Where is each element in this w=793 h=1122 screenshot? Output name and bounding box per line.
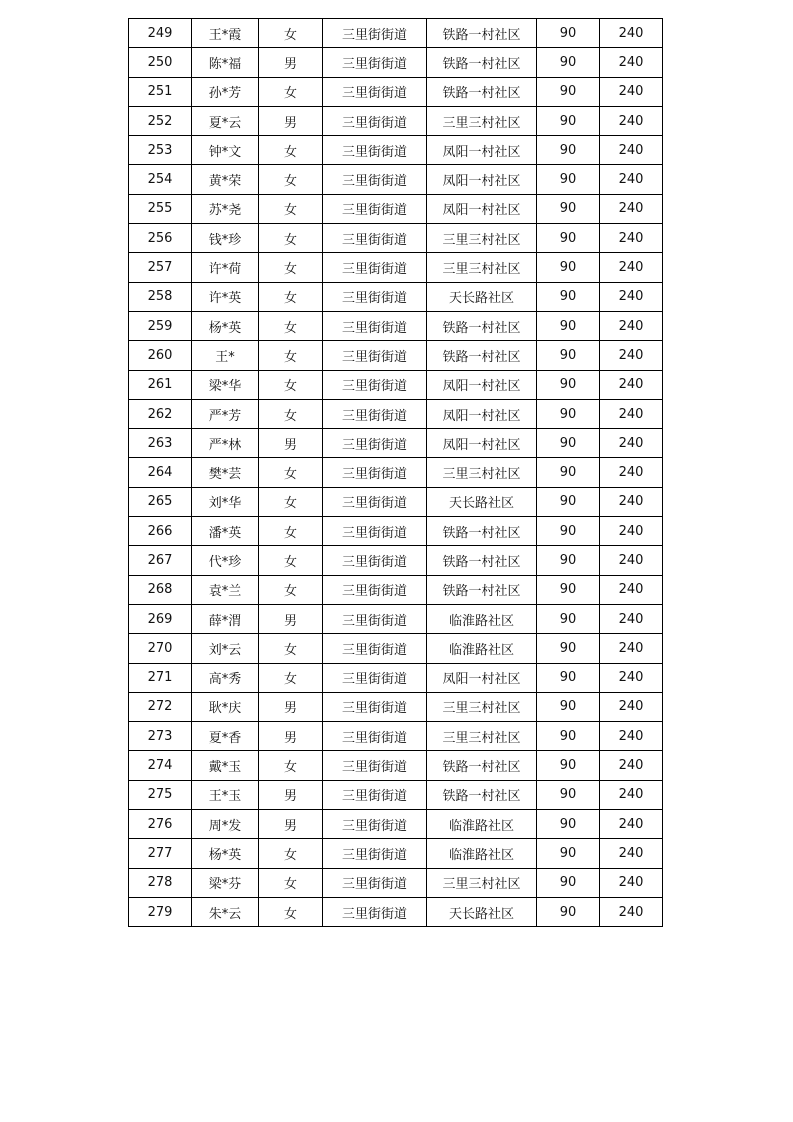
community-cell: 凤阳一村社区 — [427, 136, 537, 165]
street-cell: 三里街街道 — [323, 751, 427, 780]
table-row — [129, 136, 663, 165]
amount-cell: 240 — [600, 575, 663, 604]
amount-cell: 240 — [600, 897, 663, 926]
serial-number-cell: 253 — [129, 136, 192, 165]
serial-number-cell: 259 — [129, 311, 192, 340]
gender-cell: 女 — [259, 341, 323, 370]
street-cell: 三里街街道 — [323, 575, 427, 604]
community-cell: 临淮路社区 — [427, 604, 537, 633]
gender-cell: 男 — [259, 722, 323, 751]
table-row — [129, 722, 663, 751]
street-cell: 三里街街道 — [323, 370, 427, 399]
name-cell: 王*霞 — [192, 19, 259, 48]
roster-table — [128, 18, 663, 927]
street-cell: 三里街街道 — [323, 19, 427, 48]
name-cell: 樊*芸 — [192, 458, 259, 487]
age-cell: 90 — [537, 224, 600, 253]
gender-cell: 男 — [259, 604, 323, 633]
age-cell: 90 — [537, 106, 600, 135]
age-cell: 90 — [537, 136, 600, 165]
table-row — [129, 868, 663, 897]
gender-cell: 女 — [259, 634, 323, 663]
street-cell: 三里街街道 — [323, 722, 427, 751]
gender-cell: 女 — [259, 165, 323, 194]
roster-table-body — [129, 19, 663, 927]
serial-number-cell: 279 — [129, 897, 192, 926]
table-row — [129, 897, 663, 926]
table-row — [129, 663, 663, 692]
serial-number-cell: 271 — [129, 663, 192, 692]
amount-cell: 240 — [600, 839, 663, 868]
street-cell: 三里街街道 — [323, 282, 427, 311]
serial-number-cell: 255 — [129, 194, 192, 223]
table-row — [129, 751, 663, 780]
table-row — [129, 429, 663, 458]
age-cell: 90 — [537, 429, 600, 458]
amount-cell: 240 — [600, 282, 663, 311]
community-cell: 铁路一村社区 — [427, 575, 537, 604]
street-cell: 三里街街道 — [323, 341, 427, 370]
age-cell: 90 — [537, 487, 600, 516]
serial-number-cell: 251 — [129, 77, 192, 106]
table-row — [129, 575, 663, 604]
table-row — [129, 517, 663, 546]
name-cell: 杨*英 — [192, 311, 259, 340]
serial-number-cell: 270 — [129, 634, 192, 663]
name-cell: 严*芳 — [192, 399, 259, 428]
age-cell: 90 — [537, 604, 600, 633]
street-cell: 三里街街道 — [323, 194, 427, 223]
gender-cell: 女 — [259, 253, 323, 282]
name-cell: 黄*荣 — [192, 165, 259, 194]
amount-cell: 240 — [600, 311, 663, 340]
table-row — [129, 224, 663, 253]
table-row — [129, 399, 663, 428]
age-cell: 90 — [537, 634, 600, 663]
community-cell: 凤阳一村社区 — [427, 663, 537, 692]
street-cell: 三里街街道 — [323, 48, 427, 77]
table-row — [129, 282, 663, 311]
gender-cell: 女 — [259, 546, 323, 575]
street-cell: 三里街街道 — [323, 868, 427, 897]
age-cell: 90 — [537, 253, 600, 282]
age-cell: 90 — [537, 663, 600, 692]
name-cell: 陈*福 — [192, 48, 259, 77]
serial-number-cell: 265 — [129, 487, 192, 516]
serial-number-cell: 276 — [129, 810, 192, 839]
table-row — [129, 311, 663, 340]
street-cell: 三里街街道 — [323, 224, 427, 253]
amount-cell: 240 — [600, 604, 663, 633]
name-cell: 王* — [192, 341, 259, 370]
gender-cell: 女 — [259, 458, 323, 487]
community-cell: 三里三村社区 — [427, 106, 537, 135]
serial-number-cell: 267 — [129, 546, 192, 575]
serial-number-cell: 256 — [129, 224, 192, 253]
age-cell: 90 — [537, 194, 600, 223]
table-row — [129, 341, 663, 370]
street-cell: 三里街街道 — [323, 253, 427, 282]
serial-number-cell: 250 — [129, 48, 192, 77]
gender-cell: 女 — [259, 136, 323, 165]
serial-number-cell: 272 — [129, 692, 192, 721]
community-cell: 天长路社区 — [427, 487, 537, 516]
name-cell: 周*发 — [192, 810, 259, 839]
table-row — [129, 370, 663, 399]
name-cell: 钟*文 — [192, 136, 259, 165]
serial-number-cell: 268 — [129, 575, 192, 604]
community-cell: 三里三村社区 — [427, 458, 537, 487]
community-cell: 铁路一村社区 — [427, 517, 537, 546]
name-cell: 夏*香 — [192, 722, 259, 751]
name-cell: 夏*云 — [192, 106, 259, 135]
gender-cell: 女 — [259, 19, 323, 48]
amount-cell: 240 — [600, 751, 663, 780]
gender-cell: 男 — [259, 429, 323, 458]
community-cell: 铁路一村社区 — [427, 546, 537, 575]
table-row — [129, 48, 663, 77]
table-row — [129, 165, 663, 194]
serial-number-cell: 273 — [129, 722, 192, 751]
serial-number-cell: 266 — [129, 517, 192, 546]
community-cell: 三里三村社区 — [427, 868, 537, 897]
name-cell: 潘*英 — [192, 517, 259, 546]
name-cell: 梁*华 — [192, 370, 259, 399]
gender-cell: 男 — [259, 692, 323, 721]
amount-cell: 240 — [600, 517, 663, 546]
gender-cell: 女 — [259, 487, 323, 516]
table-row — [129, 253, 663, 282]
serial-number-cell: 257 — [129, 253, 192, 282]
serial-number-cell: 269 — [129, 604, 192, 633]
amount-cell: 240 — [600, 722, 663, 751]
name-cell: 袁*兰 — [192, 575, 259, 604]
street-cell: 三里街街道 — [323, 839, 427, 868]
community-cell: 凤阳一村社区 — [427, 429, 537, 458]
amount-cell: 240 — [600, 810, 663, 839]
serial-number-cell: 274 — [129, 751, 192, 780]
serial-number-cell: 252 — [129, 106, 192, 135]
table-row — [129, 604, 663, 633]
community-cell: 临淮路社区 — [427, 839, 537, 868]
serial-number-cell: 260 — [129, 341, 192, 370]
serial-number-cell: 261 — [129, 370, 192, 399]
amount-cell: 240 — [600, 77, 663, 106]
age-cell: 90 — [537, 77, 600, 106]
community-cell: 天长路社区 — [427, 897, 537, 926]
community-cell: 三里三村社区 — [427, 224, 537, 253]
community-cell: 铁路一村社区 — [427, 780, 537, 809]
gender-cell: 女 — [259, 897, 323, 926]
table-row — [129, 839, 663, 868]
community-cell: 三里三村社区 — [427, 692, 537, 721]
community-cell: 凤阳一村社区 — [427, 194, 537, 223]
age-cell: 90 — [537, 546, 600, 575]
name-cell: 杨*英 — [192, 839, 259, 868]
street-cell: 三里街街道 — [323, 458, 427, 487]
street-cell: 三里街街道 — [323, 165, 427, 194]
amount-cell: 240 — [600, 634, 663, 663]
community-cell: 临淮路社区 — [427, 810, 537, 839]
street-cell: 三里街街道 — [323, 106, 427, 135]
amount-cell: 240 — [600, 868, 663, 897]
name-cell: 刘*云 — [192, 634, 259, 663]
gender-cell: 女 — [259, 517, 323, 546]
gender-cell: 男 — [259, 780, 323, 809]
table-row — [129, 194, 663, 223]
age-cell: 90 — [537, 897, 600, 926]
serial-number-cell: 263 — [129, 429, 192, 458]
age-cell: 90 — [537, 868, 600, 897]
community-cell: 凤阳一村社区 — [427, 399, 537, 428]
amount-cell: 240 — [600, 487, 663, 516]
gender-cell: 女 — [259, 663, 323, 692]
name-cell: 戴*玉 — [192, 751, 259, 780]
community-cell: 铁路一村社区 — [427, 311, 537, 340]
amount-cell: 240 — [600, 136, 663, 165]
age-cell: 90 — [537, 341, 600, 370]
table-row — [129, 106, 663, 135]
age-cell: 90 — [537, 780, 600, 809]
amount-cell: 240 — [600, 370, 663, 399]
street-cell: 三里街街道 — [323, 311, 427, 340]
serial-number-cell: 254 — [129, 165, 192, 194]
gender-cell: 女 — [259, 311, 323, 340]
table-row — [129, 77, 663, 106]
serial-number-cell: 258 — [129, 282, 192, 311]
name-cell: 苏*尧 — [192, 194, 259, 223]
street-cell: 三里街街道 — [323, 663, 427, 692]
amount-cell: 240 — [600, 165, 663, 194]
street-cell: 三里街街道 — [323, 692, 427, 721]
gender-cell: 男 — [259, 810, 323, 839]
name-cell: 朱*云 — [192, 897, 259, 926]
amount-cell: 240 — [600, 19, 663, 48]
age-cell: 90 — [537, 458, 600, 487]
gender-cell: 女 — [259, 77, 323, 106]
street-cell: 三里街街道 — [323, 399, 427, 428]
street-cell: 三里街街道 — [323, 634, 427, 663]
street-cell: 三里街街道 — [323, 77, 427, 106]
name-cell: 许*英 — [192, 282, 259, 311]
age-cell: 90 — [537, 48, 600, 77]
gender-cell: 女 — [259, 575, 323, 604]
name-cell: 刘*华 — [192, 487, 259, 516]
age-cell: 90 — [537, 722, 600, 751]
table-row — [129, 634, 663, 663]
age-cell: 90 — [537, 575, 600, 604]
community-cell: 铁路一村社区 — [427, 48, 537, 77]
gender-cell: 女 — [259, 194, 323, 223]
gender-cell: 男 — [259, 48, 323, 77]
amount-cell: 240 — [600, 48, 663, 77]
table-row — [129, 458, 663, 487]
name-cell: 薛*渭 — [192, 604, 259, 633]
amount-cell: 240 — [600, 194, 663, 223]
table-row — [129, 810, 663, 839]
gender-cell: 女 — [259, 839, 323, 868]
serial-number-cell: 277 — [129, 839, 192, 868]
age-cell: 90 — [537, 839, 600, 868]
name-cell: 代*珍 — [192, 546, 259, 575]
table-row — [129, 692, 663, 721]
serial-number-cell: 264 — [129, 458, 192, 487]
street-cell: 三里街街道 — [323, 546, 427, 575]
amount-cell: 240 — [600, 546, 663, 575]
age-cell: 90 — [537, 692, 600, 721]
gender-cell: 女 — [259, 370, 323, 399]
street-cell: 三里街街道 — [323, 517, 427, 546]
name-cell: 梁*芬 — [192, 868, 259, 897]
serial-number-cell: 278 — [129, 868, 192, 897]
community-cell: 铁路一村社区 — [427, 19, 537, 48]
name-cell: 王*玉 — [192, 780, 259, 809]
age-cell: 90 — [537, 751, 600, 780]
gender-cell: 男 — [259, 106, 323, 135]
gender-cell: 女 — [259, 868, 323, 897]
age-cell: 90 — [537, 810, 600, 839]
street-cell: 三里街街道 — [323, 897, 427, 926]
age-cell: 90 — [537, 517, 600, 546]
serial-number-cell: 262 — [129, 399, 192, 428]
name-cell: 钱*珍 — [192, 224, 259, 253]
name-cell: 高*秀 — [192, 663, 259, 692]
serial-number-cell: 275 — [129, 780, 192, 809]
table-row — [129, 19, 663, 48]
table-row — [129, 487, 663, 516]
community-cell: 三里三村社区 — [427, 722, 537, 751]
table-row — [129, 780, 663, 809]
street-cell: 三里街街道 — [323, 604, 427, 633]
age-cell: 90 — [537, 282, 600, 311]
amount-cell: 240 — [600, 429, 663, 458]
community-cell: 凤阳一村社区 — [427, 165, 537, 194]
community-cell: 铁路一村社区 — [427, 341, 537, 370]
amount-cell: 240 — [600, 224, 663, 253]
name-cell: 耿*庆 — [192, 692, 259, 721]
community-cell: 铁路一村社区 — [427, 751, 537, 780]
gender-cell: 女 — [259, 399, 323, 428]
amount-cell: 240 — [600, 663, 663, 692]
amount-cell: 240 — [600, 780, 663, 809]
amount-cell: 240 — [600, 692, 663, 721]
street-cell: 三里街街道 — [323, 136, 427, 165]
table-row — [129, 546, 663, 575]
amount-cell: 240 — [600, 341, 663, 370]
community-cell: 铁路一村社区 — [427, 77, 537, 106]
age-cell: 90 — [537, 399, 600, 428]
amount-cell: 240 — [600, 458, 663, 487]
name-cell: 孙*芳 — [192, 77, 259, 106]
name-cell: 许*荷 — [192, 253, 259, 282]
street-cell: 三里街街道 — [323, 487, 427, 516]
age-cell: 90 — [537, 165, 600, 194]
street-cell: 三里街街道 — [323, 780, 427, 809]
community-cell: 天长路社区 — [427, 282, 537, 311]
age-cell: 90 — [537, 19, 600, 48]
gender-cell: 女 — [259, 224, 323, 253]
gender-cell: 女 — [259, 282, 323, 311]
street-cell: 三里街街道 — [323, 810, 427, 839]
amount-cell: 240 — [600, 106, 663, 135]
amount-cell: 240 — [600, 399, 663, 428]
community-cell: 临淮路社区 — [427, 634, 537, 663]
serial-number-cell: 249 — [129, 19, 192, 48]
community-cell: 凤阳一村社区 — [427, 370, 537, 399]
amount-cell: 240 — [600, 253, 663, 282]
street-cell: 三里街街道 — [323, 429, 427, 458]
age-cell: 90 — [537, 311, 600, 340]
gender-cell: 女 — [259, 751, 323, 780]
age-cell: 90 — [537, 370, 600, 399]
community-cell: 三里三村社区 — [427, 253, 537, 282]
name-cell: 严*林 — [192, 429, 259, 458]
